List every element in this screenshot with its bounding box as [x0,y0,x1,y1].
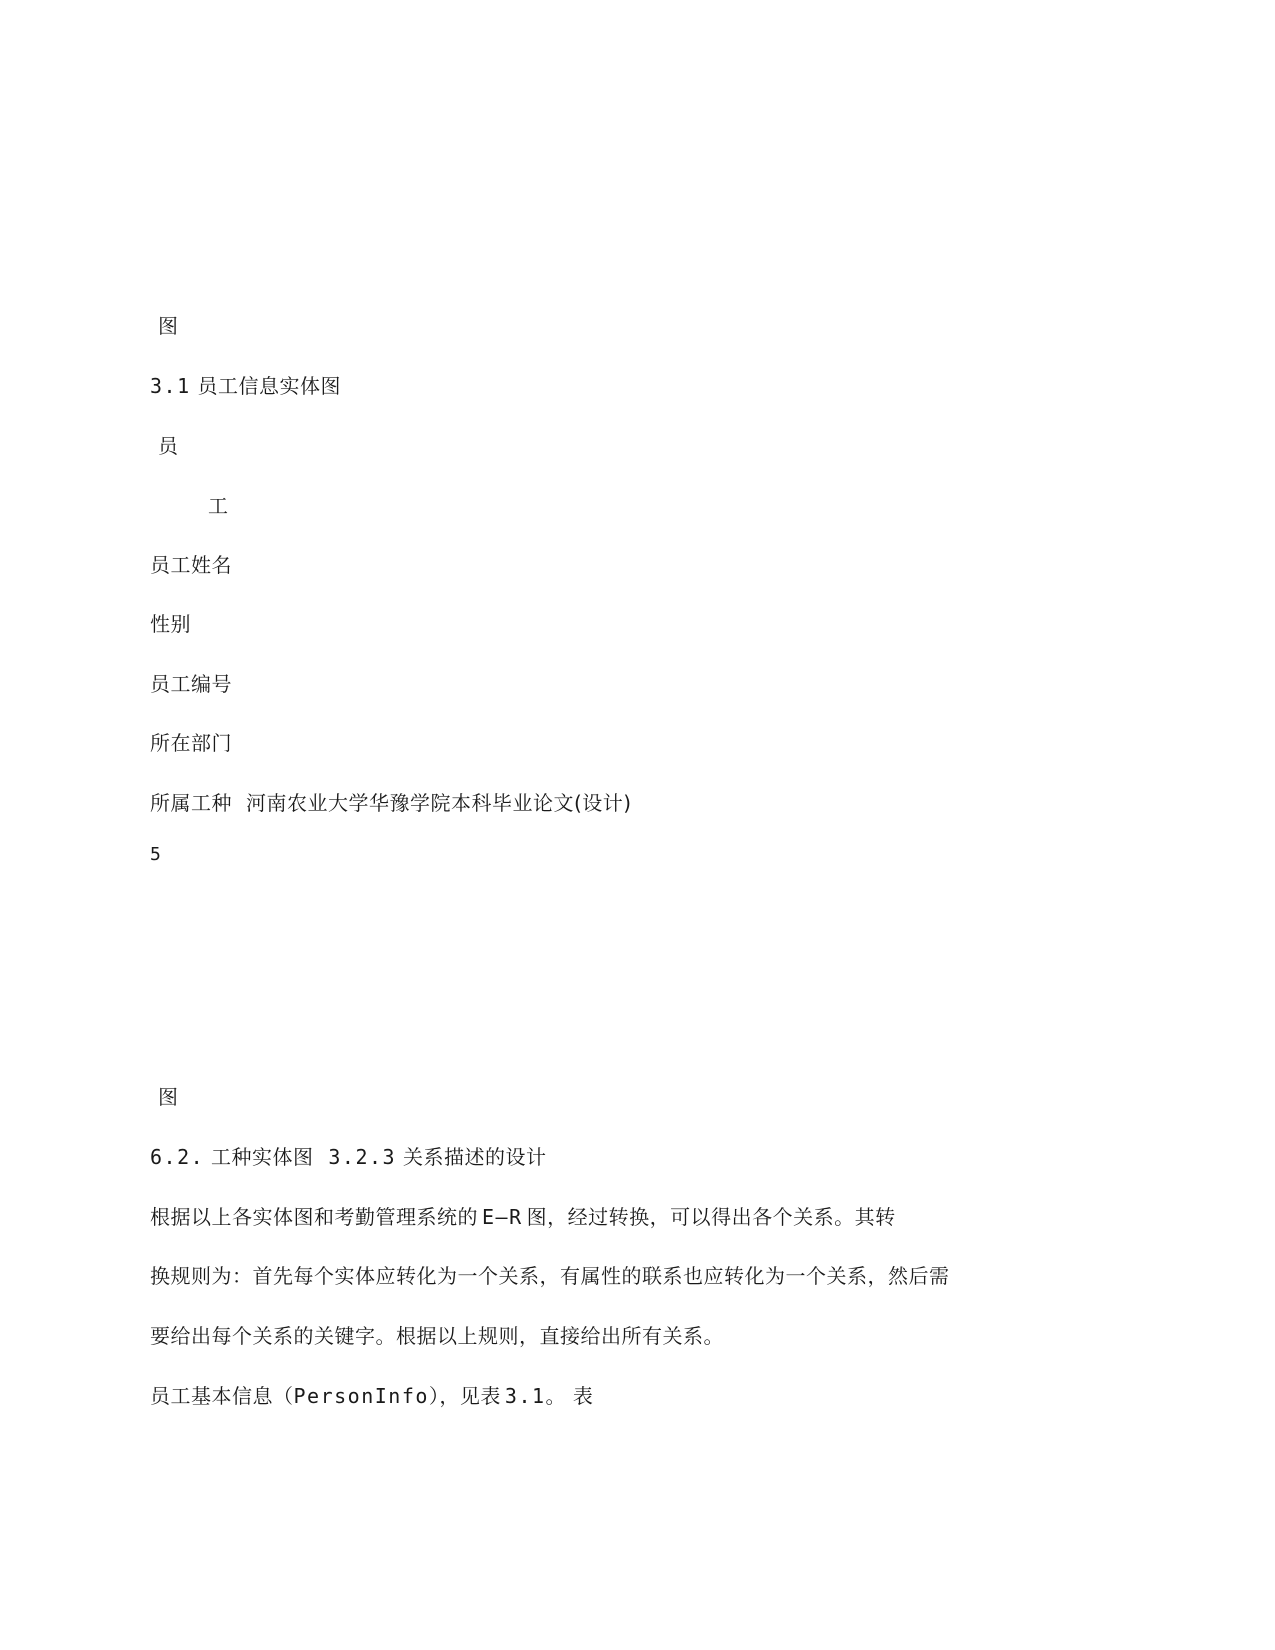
figure-caption-2-text: 工种实体图 [211,1145,314,1169]
code-personinfo: PersonInfo [293,1384,429,1408]
attribute-name: 员工姓名 [150,553,232,577]
paragraph-text: 根据以上各实体图和考勤管理系统的 [150,1205,478,1229]
paragraph-text: 员工基本信息（ [150,1384,294,1408]
section-title: 关系描述的设计 [402,1145,547,1169]
figure-caption-1 [150,373,341,399]
figure-label-2: 图 [158,1085,179,1109]
section-number: 3.2.3 [328,1145,397,1169]
entity-char-1: 员 [158,434,179,458]
er-term: E—R [482,1205,523,1229]
figure-caption-2 [150,1144,546,1170]
attribute-worktype: 所属工种 [150,791,232,815]
attribute-department: 所在部门 [150,731,232,755]
entity-char-2: 工 [208,494,229,518]
paragraph-text: 图，经过转换，可以得出各个关系。其转 [526,1205,896,1229]
table-ref: 3.1 [504,1384,546,1408]
paragraph-text: 。 表 [545,1384,594,1408]
paragraph-text: ），见表 [428,1384,501,1408]
figure-label-1: 图 [158,314,179,338]
figure-caption-2-number: 6.2. [150,1145,205,1169]
paragraph-line-3: 要给出每个关系的关键字。根据以上规则，直接给出所有关系。 [150,1324,724,1348]
paragraph-line-4 [150,1383,593,1409]
attribute-row-with-header [150,790,632,816]
figure-caption-1-text: 员工信息实体图 [197,374,341,398]
paragraph-line-2: 换规则为：首先每个实体应转化为一个关系，有属性的联系也应转化为一个关系，然后需 [150,1264,950,1288]
figure-caption-1-number: 3.1 [150,374,191,398]
attribute-gender: 性别 [150,612,191,636]
page-number: 5 [150,844,162,865]
paragraph-line-1 [150,1204,896,1230]
attribute-id: 员工编号 [150,672,232,696]
running-header: 河南农业大学华豫学院本科毕业论文(设计) [246,791,632,815]
